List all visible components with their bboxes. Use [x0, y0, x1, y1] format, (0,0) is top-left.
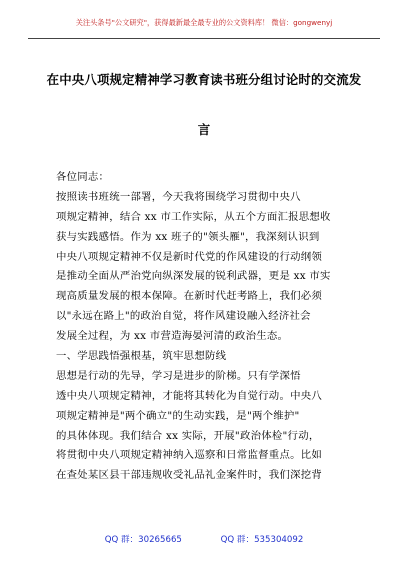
document-body	[56, 168, 356, 486]
body-line: 思想是行动的先导，学习是进步的阶梯。只有学深悟	[56, 369, 301, 382]
body-line: 的具体体现。我们结合 xx 实际，开展"政治体检"行动，	[56, 429, 320, 442]
body-line: 透中央八项规定精神，才能将其转化为自觉行动。中央八	[56, 389, 323, 402]
body-line: 项规定精神是"两个确立"的生动实践，是"两个维护"	[56, 409, 300, 422]
footer-qq-group-2: QQ 群：535304092	[220, 535, 304, 545]
body-line: 是推动全面从严治党向纵深发展的锐利武器，更是 xx 市实	[56, 270, 331, 283]
body-line: 在查处某区县干部违规收受礼品礼金案件时，我们深挖背	[56, 469, 323, 482]
document-title: 在中央八项规定精神学习教育读书班分组讨论时的交流发	[46, 72, 362, 87]
body-line: 发展全过程，为 xx 市营造海晏河清的政治生态。	[56, 330, 289, 343]
document-title-continued: 言	[197, 122, 211, 137]
body-line: 现高质量发展的根本保障。在新时代赶考路上，我们必须	[56, 290, 323, 303]
body-line: 以"永远在路上"的政治自觉，将作风建设融入经济社会	[56, 310, 311, 323]
body-line: 项规定精神，结合 xx 市工作实际，从五个方面汇报思想收	[56, 210, 331, 223]
body-line: 各位同志：	[56, 171, 110, 183]
body-line: 获与实践感悟。作为 xx 班子的"领头雁"，我深刻认识到	[56, 230, 320, 243]
body-line: 中央八项规定精神不仅是新时代党的作风建设的行动纲领	[56, 250, 323, 263]
body-line: 按照读书班统一部署，今天我将围绕学习贯彻中央八	[56, 190, 301, 203]
footer-contact	[0, 533, 408, 545]
footer-qq-group-1: QQ 群：30265665	[104, 535, 182, 545]
body-line: 将贯彻中央八项规定精神纳入巡察和日常监督重点。比如	[56, 449, 323, 462]
header-promo-text: 关注头条号"公文研究"，获得最新最全最专业的公文资料库！ 微信：gongwenyj	[75, 18, 333, 27]
section-heading: 一、学思践悟强根基，筑牢思想防线	[56, 350, 227, 363]
header-divider	[28, 38, 380, 39]
